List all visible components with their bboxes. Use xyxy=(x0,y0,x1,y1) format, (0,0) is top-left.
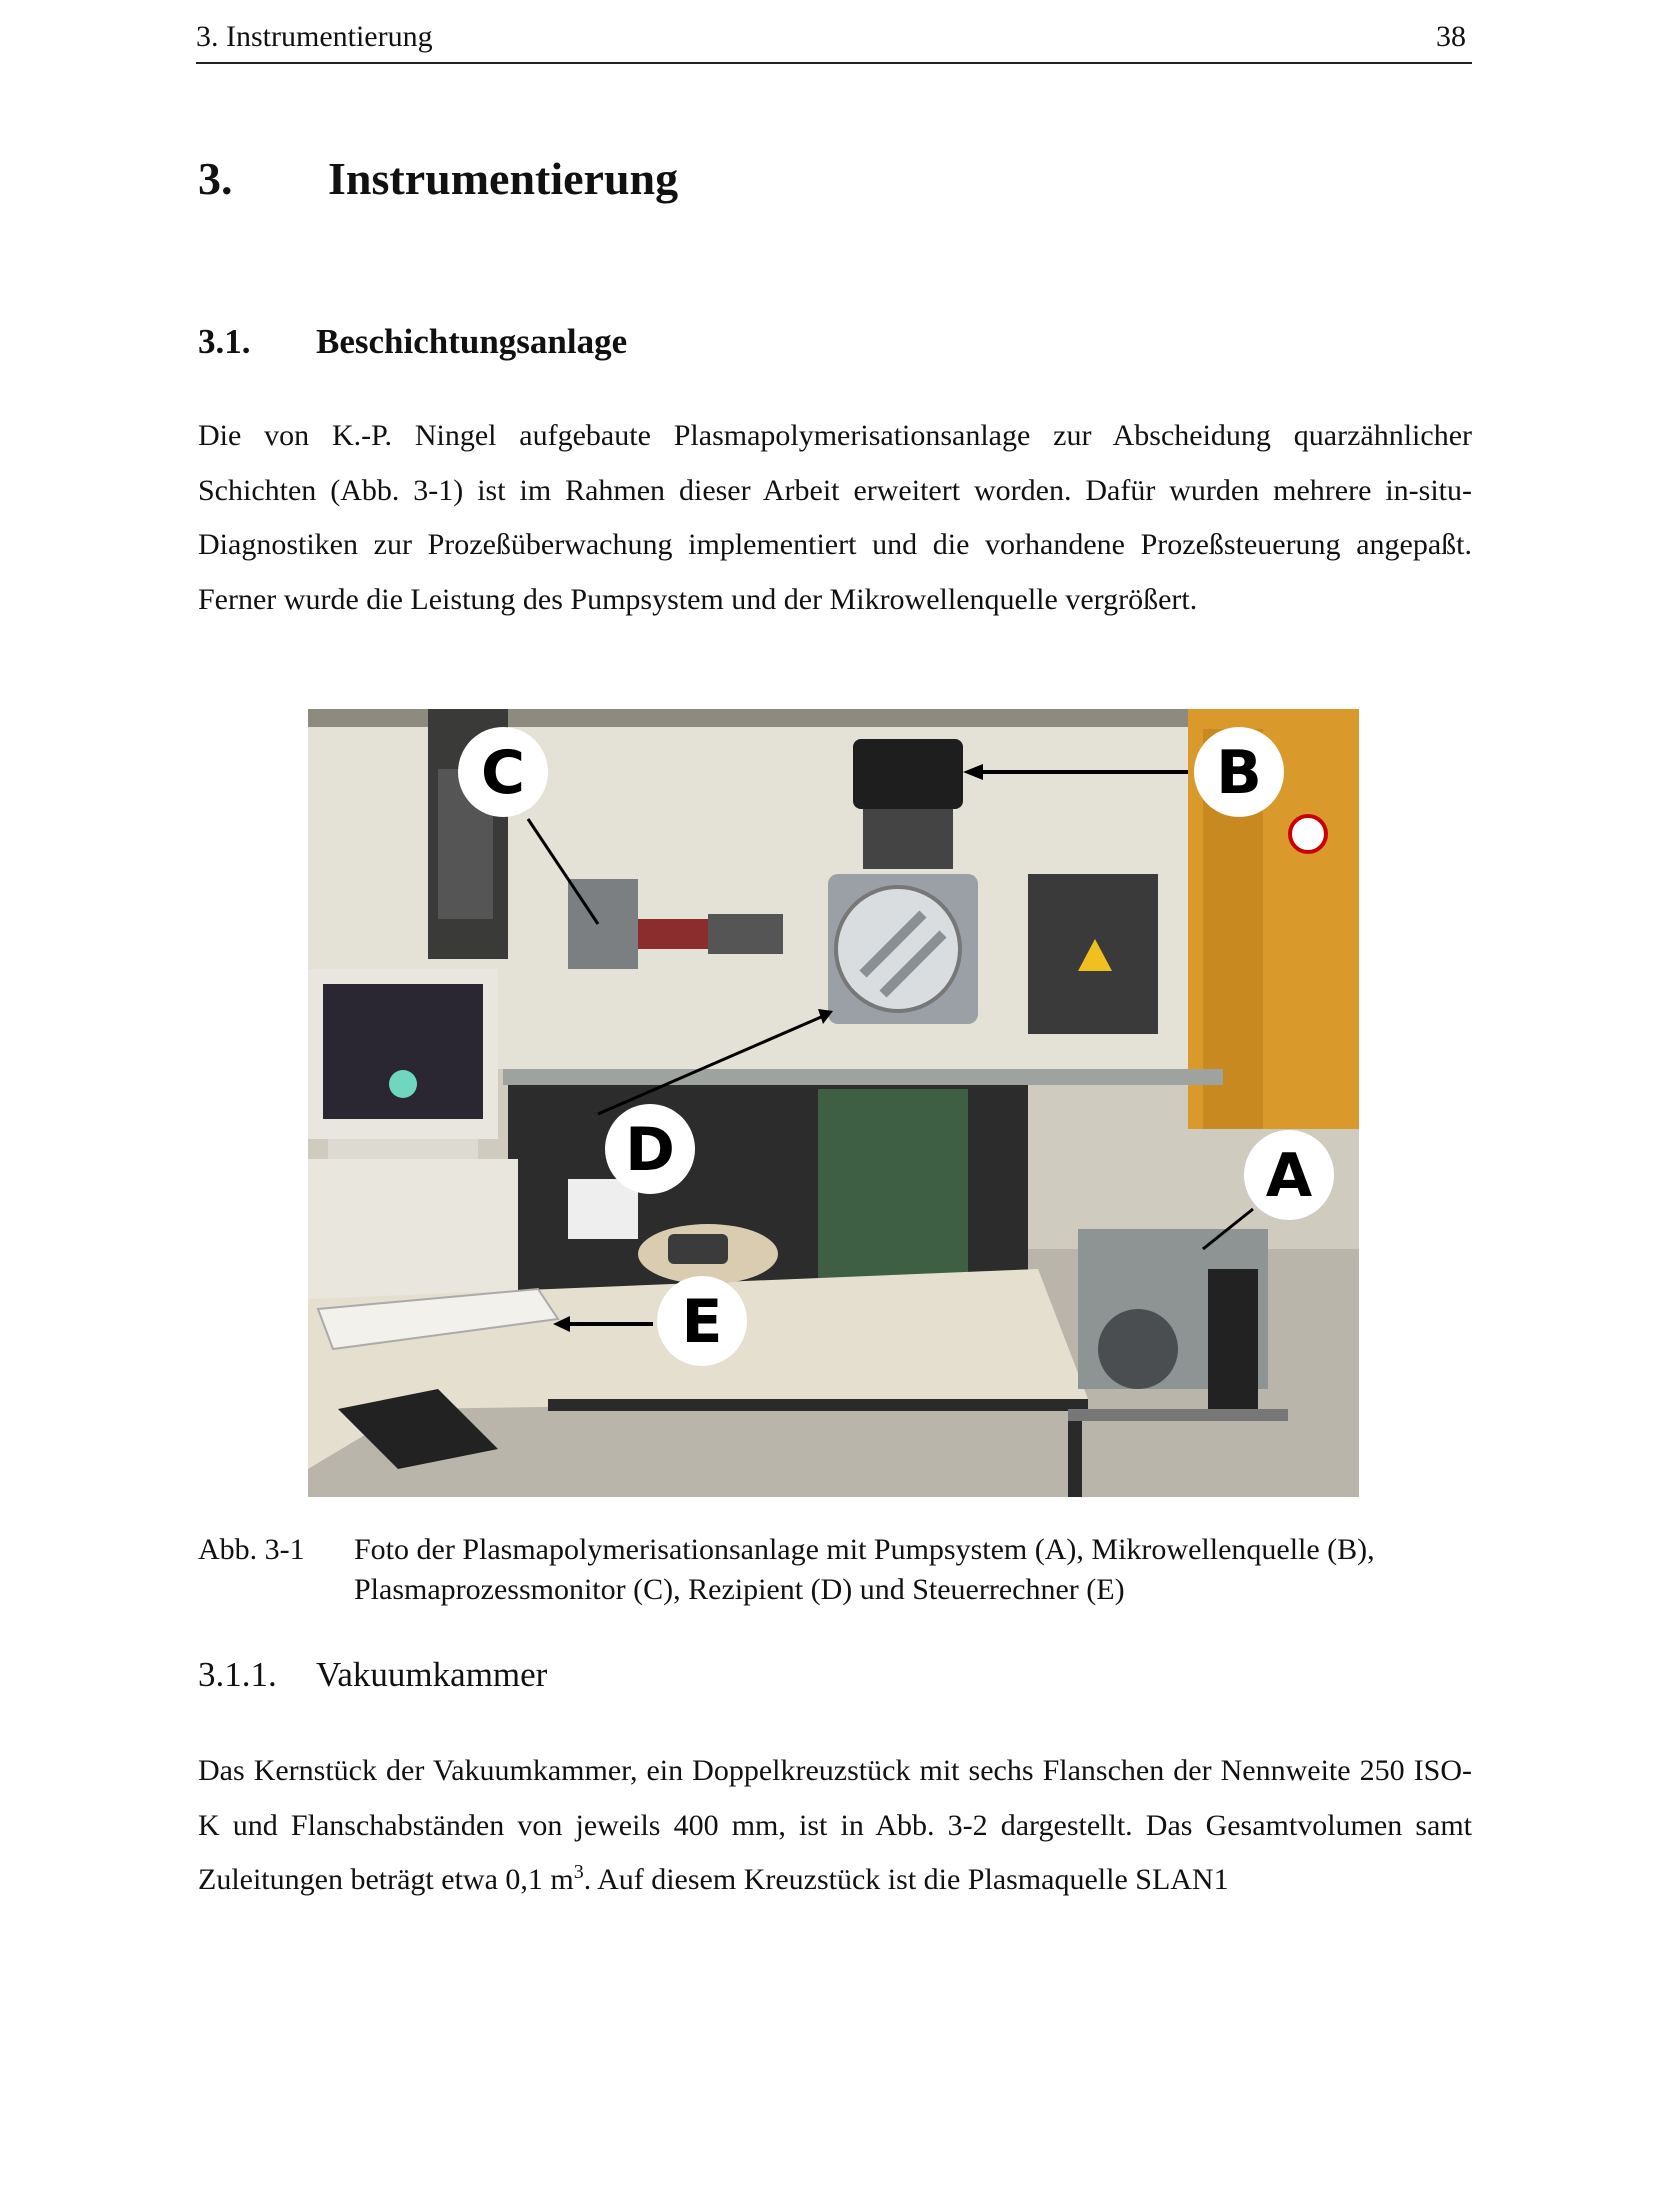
chapter-title: Instrumentierung xyxy=(328,153,679,204)
figure-photo xyxy=(308,709,1359,1497)
subsection-title: Vakuumkammer xyxy=(316,1655,548,1694)
section-heading xyxy=(198,322,627,362)
section-title: Beschichtungsanlage xyxy=(316,322,628,361)
body-paragraph-tail: . Auf diesem Kreuzstück ist die Plasmaquelle SLAN1 xyxy=(583,1863,1229,1896)
marker-a: A xyxy=(1265,1141,1313,1211)
running-header-chapter: 3. Instrumentierung xyxy=(196,20,433,53)
figure-caption xyxy=(198,1530,1472,1610)
marker-c: C xyxy=(480,738,526,808)
lab-photo-illustration xyxy=(308,709,1359,1497)
body-paragraph-text: Das Kernstück der Vakuumkammer, ein Doppelkreuzstück mit sechs Flanschen der Nennweite 250 ISO-K und Flanschabständen von jeweils 400 mm, ist in Abb. 3-2 dargestellt. Das Gesamtvolumen samt Zuleitungen beträgt etwa 0,1 m xyxy=(198,1754,1472,1896)
caption-label: Abb. 3-1 xyxy=(198,1533,305,1566)
intro-paragraph: Die von K.-P. Ningel aufgebaute Plasmapolymerisationsanlage zur Abscheidung quarzähnlicher Schichten (Abb. 3-1) ist im Rahmen dieser Arbeit erweitert worden. Dafür wurden mehrere in-situ-Diagnostiken zur Prozeßüberwachung implementiert und die vorhandene Prozeßsteuerung angepaßt. Ferner wurde die Leistung des Pumpsystem und der Mikrowellenquelle vergrößert. xyxy=(198,419,1472,616)
body-paragraph-superscript: 3 xyxy=(573,1861,584,1883)
subsection-heading xyxy=(198,1655,547,1695)
caption-text: Foto der Plasmapolymerisationsanlage mit Pumpsystem (A), Mikrowellenquelle (B), Plasmaprozessmonitor (C), Rezipient (D) und Steuerrechner (E) xyxy=(354,1533,1375,1606)
subsection-number: 3.1.1. xyxy=(198,1655,277,1694)
running-header xyxy=(196,12,1472,64)
chapter-heading xyxy=(198,152,678,205)
page-number: 38 xyxy=(1436,20,1466,53)
marker-e: E xyxy=(681,1287,723,1357)
body-paragraph xyxy=(198,1744,1472,1908)
marker-b: B xyxy=(1216,738,1262,808)
chapter-number: 3. xyxy=(198,153,233,204)
section-number: 3.1. xyxy=(198,322,251,361)
marker-d: D xyxy=(625,1115,675,1185)
